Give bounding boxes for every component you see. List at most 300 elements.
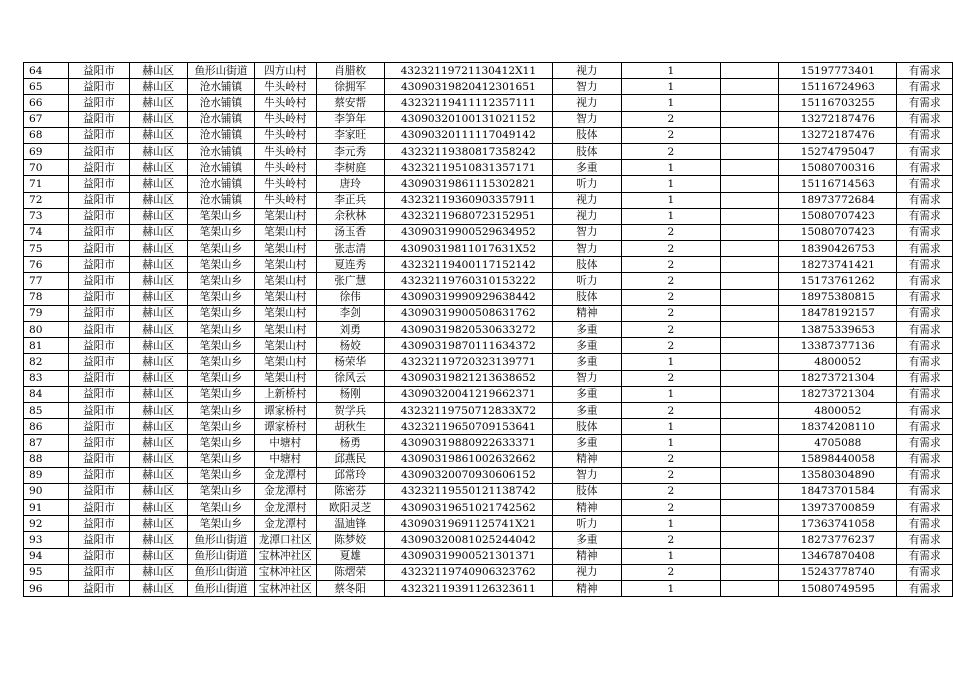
blank-cell [720, 402, 778, 418]
city-cell: 益阳市 [69, 402, 129, 418]
city-cell: 益阳市 [69, 305, 129, 321]
city-cell: 益阳市 [69, 111, 129, 127]
village-cell: 笔架山村 [255, 208, 317, 224]
district-cell: 赫山区 [129, 451, 187, 467]
name-cell: 徐风云 [316, 370, 384, 386]
id-number-cell: 43232119721130412X11 [384, 63, 552, 79]
district-cell: 赫山区 [129, 160, 187, 176]
name-cell: 唐玲 [316, 176, 384, 192]
disability-type-cell: 智力 [552, 79, 621, 95]
demand-cell: 有需求 [897, 322, 953, 338]
town-cell: 笔架山乡 [187, 483, 254, 499]
name-cell: 李元秀 [316, 143, 384, 159]
village-cell: 笔架山村 [255, 289, 317, 305]
level-cell: 1 [621, 354, 720, 370]
id-number-cell: 43232119750712833X72 [384, 402, 552, 418]
table-row [24, 257, 953, 273]
town-cell: 沧水铺镇 [187, 160, 254, 176]
blank-cell [720, 548, 778, 564]
town-cell: 沧水铺镇 [187, 127, 254, 143]
district-cell: 赫山区 [129, 63, 187, 79]
name-cell: 夏雄 [316, 548, 384, 564]
level-cell: 2 [621, 143, 720, 159]
table-row [24, 289, 953, 305]
level-cell: 2 [621, 224, 720, 240]
district-cell: 赫山区 [129, 386, 187, 402]
district-cell: 赫山区 [129, 402, 187, 418]
village-cell: 金龙潭村 [255, 516, 317, 532]
table-row [24, 143, 953, 159]
city-cell: 益阳市 [69, 516, 129, 532]
demand-cell: 有需求 [897, 289, 953, 305]
phone-cell: 17363741058 [779, 516, 897, 532]
blank-cell [720, 192, 778, 208]
disability-type-cell: 多重 [552, 435, 621, 451]
blank-cell [720, 160, 778, 176]
row-number: 77 [24, 273, 69, 289]
row-number: 95 [24, 564, 69, 580]
name-cell: 胡秋生 [316, 419, 384, 435]
disability-type-cell: 精神 [552, 548, 621, 564]
id-number-cell: 43232119391126323611 [384, 581, 552, 597]
demand-cell: 有需求 [897, 483, 953, 499]
town-cell: 沧水铺镇 [187, 95, 254, 111]
village-cell: 牛头岭村 [255, 111, 317, 127]
level-cell: 2 [621, 338, 720, 354]
row-number: 88 [24, 451, 69, 467]
demand-cell: 有需求 [897, 127, 953, 143]
disability-type-cell: 听力 [552, 273, 621, 289]
level-cell: 1 [621, 548, 720, 564]
name-cell: 徐伟 [316, 289, 384, 305]
district-cell: 赫山区 [129, 338, 187, 354]
id-number-cell: 43090319900508631762 [384, 305, 552, 321]
demand-cell: 有需求 [897, 257, 953, 273]
blank-cell [720, 143, 778, 159]
level-cell: 2 [621, 257, 720, 273]
table-row [24, 483, 953, 499]
town-cell: 笔架山乡 [187, 370, 254, 386]
phone-cell: 15243778740 [779, 564, 897, 580]
level-cell: 1 [621, 386, 720, 402]
blank-cell [720, 95, 778, 111]
table-row [24, 127, 953, 143]
table-row [24, 467, 953, 483]
demand-cell: 有需求 [897, 532, 953, 548]
id-number-cell: 43090319990929638442 [384, 289, 552, 305]
blank-cell [720, 322, 778, 338]
city-cell: 益阳市 [69, 176, 129, 192]
level-cell: 1 [621, 160, 720, 176]
town-cell: 笔架山乡 [187, 386, 254, 402]
disability-type-cell: 智力 [552, 111, 621, 127]
level-cell: 2 [621, 483, 720, 499]
disability-type-cell: 多重 [552, 322, 621, 338]
disability-type-cell: 视力 [552, 564, 621, 580]
table-row [24, 338, 953, 354]
name-cell: 杨刚 [316, 386, 384, 402]
blank-cell [720, 500, 778, 516]
town-cell: 笔架山乡 [187, 289, 254, 305]
row-number: 72 [24, 192, 69, 208]
row-number: 85 [24, 402, 69, 418]
village-cell: 笔架山村 [255, 370, 317, 386]
phone-cell: 15080707423 [779, 208, 897, 224]
blank-cell [720, 451, 778, 467]
village-cell: 四方山村 [255, 63, 317, 79]
demand-cell: 有需求 [897, 338, 953, 354]
city-cell: 益阳市 [69, 483, 129, 499]
village-cell: 中塘村 [255, 435, 317, 451]
table-row [24, 564, 953, 580]
district-cell: 赫山区 [129, 143, 187, 159]
level-cell: 1 [621, 95, 720, 111]
level-cell: 2 [621, 564, 720, 580]
city-cell: 益阳市 [69, 548, 129, 564]
name-cell: 肖腊枚 [316, 63, 384, 79]
id-number-cell: 43232119650709153641 [384, 419, 552, 435]
name-cell: 李剑 [316, 305, 384, 321]
row-number: 66 [24, 95, 69, 111]
demand-cell: 有需求 [897, 208, 953, 224]
blank-cell [720, 354, 778, 370]
level-cell: 1 [621, 176, 720, 192]
village-cell: 金龙潭村 [255, 467, 317, 483]
row-number: 84 [24, 386, 69, 402]
table-row [24, 386, 953, 402]
city-cell: 益阳市 [69, 500, 129, 516]
town-cell: 笔架山乡 [187, 451, 254, 467]
row-number: 90 [24, 483, 69, 499]
blank-cell [720, 370, 778, 386]
district-cell: 赫山区 [129, 467, 187, 483]
level-cell: 2 [621, 322, 720, 338]
blank-cell [720, 532, 778, 548]
demand-cell: 有需求 [897, 95, 953, 111]
table-row [24, 419, 953, 435]
district-cell: 赫山区 [129, 516, 187, 532]
city-cell: 益阳市 [69, 257, 129, 273]
level-cell: 1 [621, 208, 720, 224]
name-cell: 蔡冬阳 [316, 581, 384, 597]
name-cell: 陈密芬 [316, 483, 384, 499]
district-cell: 赫山区 [129, 419, 187, 435]
city-cell: 益阳市 [69, 127, 129, 143]
town-cell: 笔架山乡 [187, 402, 254, 418]
blank-cell [720, 483, 778, 499]
phone-cell: 13875339653 [779, 322, 897, 338]
disability-type-cell: 视力 [552, 192, 621, 208]
district-cell: 赫山区 [129, 435, 187, 451]
disability-type-cell: 听力 [552, 176, 621, 192]
demand-cell: 有需求 [897, 354, 953, 370]
id-number-cell: 43232119360903357911 [384, 192, 552, 208]
demand-cell: 有需求 [897, 192, 953, 208]
table-row [24, 208, 953, 224]
disability-type-cell: 智力 [552, 370, 621, 386]
town-cell: 沧水铺镇 [187, 176, 254, 192]
level-cell: 1 [621, 63, 720, 79]
town-cell: 鱼形山街道 [187, 63, 254, 79]
id-number-cell: 43090319900521301371 [384, 548, 552, 564]
row-number: 96 [24, 581, 69, 597]
village-cell: 上新桥村 [255, 386, 317, 402]
row-number: 75 [24, 241, 69, 257]
blank-cell [720, 289, 778, 305]
town-cell: 笔架山乡 [187, 305, 254, 321]
id-number-cell: 43090319900529634952 [384, 224, 552, 240]
name-cell: 温迪锋 [316, 516, 384, 532]
level-cell: 2 [621, 111, 720, 127]
id-number-cell: 43090319651021742562 [384, 500, 552, 516]
table-row [24, 435, 953, 451]
demand-cell: 有需求 [897, 402, 953, 418]
demand-cell: 有需求 [897, 516, 953, 532]
name-cell: 陈熠荣 [316, 564, 384, 580]
district-cell: 赫山区 [129, 111, 187, 127]
district-cell: 赫山区 [129, 322, 187, 338]
district-cell: 赫山区 [129, 176, 187, 192]
row-number: 94 [24, 548, 69, 564]
disability-type-cell: 多重 [552, 338, 621, 354]
id-number-cell: 43090320100131021152 [384, 111, 552, 127]
phone-cell: 4705088 [779, 435, 897, 451]
village-cell: 笔架山村 [255, 257, 317, 273]
village-cell: 牛头岭村 [255, 127, 317, 143]
name-cell: 夏连秀 [316, 257, 384, 273]
city-cell: 益阳市 [69, 160, 129, 176]
disability-type-cell: 视力 [552, 95, 621, 111]
city-cell: 益阳市 [69, 419, 129, 435]
village-cell: 金龙潭村 [255, 483, 317, 499]
district-cell: 赫山区 [129, 257, 187, 273]
blank-cell [720, 435, 778, 451]
city-cell: 益阳市 [69, 241, 129, 257]
phone-cell: 18374208110 [779, 419, 897, 435]
row-number: 73 [24, 208, 69, 224]
village-cell: 谭家桥村 [255, 419, 317, 435]
id-number-cell: 43232119411112357111 [384, 95, 552, 111]
disability-type-cell: 多重 [552, 402, 621, 418]
level-cell: 2 [621, 451, 720, 467]
town-cell: 笔架山乡 [187, 516, 254, 532]
city-cell: 益阳市 [69, 338, 129, 354]
district-cell: 赫山区 [129, 95, 187, 111]
city-cell: 益阳市 [69, 451, 129, 467]
city-cell: 益阳市 [69, 322, 129, 338]
town-cell: 笔架山乡 [187, 241, 254, 257]
level-cell: 2 [621, 402, 720, 418]
name-cell: 张志清 [316, 241, 384, 257]
village-cell: 笔架山村 [255, 224, 317, 240]
village-cell: 宝林冲社区 [255, 581, 317, 597]
disability-type-cell: 肢体 [552, 289, 621, 305]
village-cell: 笔架山村 [255, 354, 317, 370]
district-cell: 赫山区 [129, 289, 187, 305]
demand-cell: 有需求 [897, 451, 953, 467]
blank-cell [720, 63, 778, 79]
phone-cell: 13467870408 [779, 548, 897, 564]
phone-cell: 4800052 [779, 354, 897, 370]
level-cell: 1 [621, 192, 720, 208]
village-cell: 金龙潭村 [255, 500, 317, 516]
town-cell: 笔架山乡 [187, 419, 254, 435]
id-number-cell: 43090319821213638652 [384, 370, 552, 386]
village-cell: 宝林冲社区 [255, 564, 317, 580]
level-cell: 2 [621, 273, 720, 289]
village-cell: 宝林冲社区 [255, 548, 317, 564]
disability-type-cell: 精神 [552, 581, 621, 597]
phone-cell: 15080749595 [779, 581, 897, 597]
district-cell: 赫山区 [129, 500, 187, 516]
id-number-cell: 43232119550121138742 [384, 483, 552, 499]
row-number: 71 [24, 176, 69, 192]
town-cell: 笔架山乡 [187, 257, 254, 273]
demand-cell: 有需求 [897, 273, 953, 289]
table-row [24, 160, 953, 176]
phone-cell: 18973772684 [779, 192, 897, 208]
disability-type-cell: 肢体 [552, 419, 621, 435]
blank-cell [720, 257, 778, 273]
table-row [24, 581, 953, 597]
blank-cell [720, 241, 778, 257]
city-cell: 益阳市 [69, 564, 129, 580]
city-cell: 益阳市 [69, 435, 129, 451]
demand-cell: 有需求 [897, 176, 953, 192]
phone-cell: 15116714563 [779, 176, 897, 192]
town-cell: 鱼形山街道 [187, 548, 254, 564]
table-row [24, 63, 953, 79]
row-number: 91 [24, 500, 69, 516]
name-cell: 陈梦姣 [316, 532, 384, 548]
row-number: 67 [24, 111, 69, 127]
village-cell: 笔架山村 [255, 338, 317, 354]
row-number: 65 [24, 79, 69, 95]
row-number: 81 [24, 338, 69, 354]
table-row [24, 176, 953, 192]
city-cell: 益阳市 [69, 95, 129, 111]
district-cell: 赫山区 [129, 79, 187, 95]
town-cell: 笔架山乡 [187, 273, 254, 289]
name-cell: 李家旺 [316, 127, 384, 143]
id-number-cell: 43090319880922633371 [384, 435, 552, 451]
phone-cell: 18273721304 [779, 386, 897, 402]
village-cell: 牛头岭村 [255, 176, 317, 192]
level-cell: 2 [621, 370, 720, 386]
row-number: 83 [24, 370, 69, 386]
level-cell: 2 [621, 241, 720, 257]
district-cell: 赫山区 [129, 273, 187, 289]
level-cell: 1 [621, 581, 720, 597]
disability-type-cell: 视力 [552, 63, 621, 79]
town-cell: 沧水铺镇 [187, 79, 254, 95]
disability-type-cell: 肢体 [552, 143, 621, 159]
city-cell: 益阳市 [69, 289, 129, 305]
blank-cell [720, 224, 778, 240]
disability-type-cell: 多重 [552, 532, 621, 548]
id-number-cell: 43232119680723152951 [384, 208, 552, 224]
disability-type-cell: 智力 [552, 467, 621, 483]
phone-cell: 15080707423 [779, 224, 897, 240]
demand-cell: 有需求 [897, 435, 953, 451]
disability-type-cell: 多重 [552, 160, 621, 176]
name-cell: 张广慧 [316, 273, 384, 289]
disability-type-cell: 精神 [552, 305, 621, 321]
table-row [24, 95, 953, 111]
demand-cell: 有需求 [897, 224, 953, 240]
village-cell: 牛头岭村 [255, 160, 317, 176]
city-cell: 益阳市 [69, 581, 129, 597]
phone-cell: 13580304890 [779, 467, 897, 483]
city-cell: 益阳市 [69, 273, 129, 289]
blank-cell [720, 419, 778, 435]
district-cell: 赫山区 [129, 241, 187, 257]
level-cell: 1 [621, 435, 720, 451]
name-cell: 蔡安帮 [316, 95, 384, 111]
town-cell: 鱼形山街道 [187, 564, 254, 580]
town-cell: 笔架山乡 [187, 354, 254, 370]
row-number: 76 [24, 257, 69, 273]
phone-cell: 15197773401 [779, 63, 897, 79]
level-cell: 1 [621, 516, 720, 532]
row-number: 79 [24, 305, 69, 321]
blank-cell [720, 516, 778, 532]
town-cell: 笔架山乡 [187, 338, 254, 354]
id-number-cell: 43090319691125741X21 [384, 516, 552, 532]
district-cell: 赫山区 [129, 208, 187, 224]
phone-cell: 15116724963 [779, 79, 897, 95]
name-cell: 李笋年 [316, 111, 384, 127]
city-cell: 益阳市 [69, 354, 129, 370]
row-number: 82 [24, 354, 69, 370]
village-cell: 谭家桥村 [255, 402, 317, 418]
city-cell: 益阳市 [69, 143, 129, 159]
town-cell: 笔架山乡 [187, 208, 254, 224]
city-cell: 益阳市 [69, 192, 129, 208]
id-number-cell: 43090319870111634372 [384, 338, 552, 354]
village-cell: 牛头岭村 [255, 79, 317, 95]
phone-cell: 18273721304 [779, 370, 897, 386]
demand-cell: 有需求 [897, 79, 953, 95]
level-cell: 2 [621, 500, 720, 516]
blank-cell [720, 581, 778, 597]
village-cell: 笔架山村 [255, 305, 317, 321]
name-cell: 刘勇 [316, 322, 384, 338]
demand-cell: 有需求 [897, 419, 953, 435]
table-row [24, 79, 953, 95]
data-table [23, 62, 953, 597]
id-number-cell: 43090320041219662371 [384, 386, 552, 402]
row-number: 93 [24, 532, 69, 548]
district-cell: 赫山区 [129, 354, 187, 370]
disability-type-cell: 精神 [552, 500, 621, 516]
table-row [24, 354, 953, 370]
phone-cell: 18473701584 [779, 483, 897, 499]
district-cell: 赫山区 [129, 581, 187, 597]
town-cell: 笔架山乡 [187, 500, 254, 516]
id-number-cell: 43232119510831357171 [384, 160, 552, 176]
id-number-cell: 43090319861002632662 [384, 451, 552, 467]
town-cell: 鱼形山街道 [187, 532, 254, 548]
row-number: 70 [24, 160, 69, 176]
id-number-cell: 43232119740906323762 [384, 564, 552, 580]
district-cell: 赫山区 [129, 370, 187, 386]
city-cell: 益阳市 [69, 79, 129, 95]
demand-cell: 有需求 [897, 386, 953, 402]
level-cell: 2 [621, 289, 720, 305]
id-number-cell: 43090319861115302821 [384, 176, 552, 192]
village-cell: 笔架山村 [255, 273, 317, 289]
